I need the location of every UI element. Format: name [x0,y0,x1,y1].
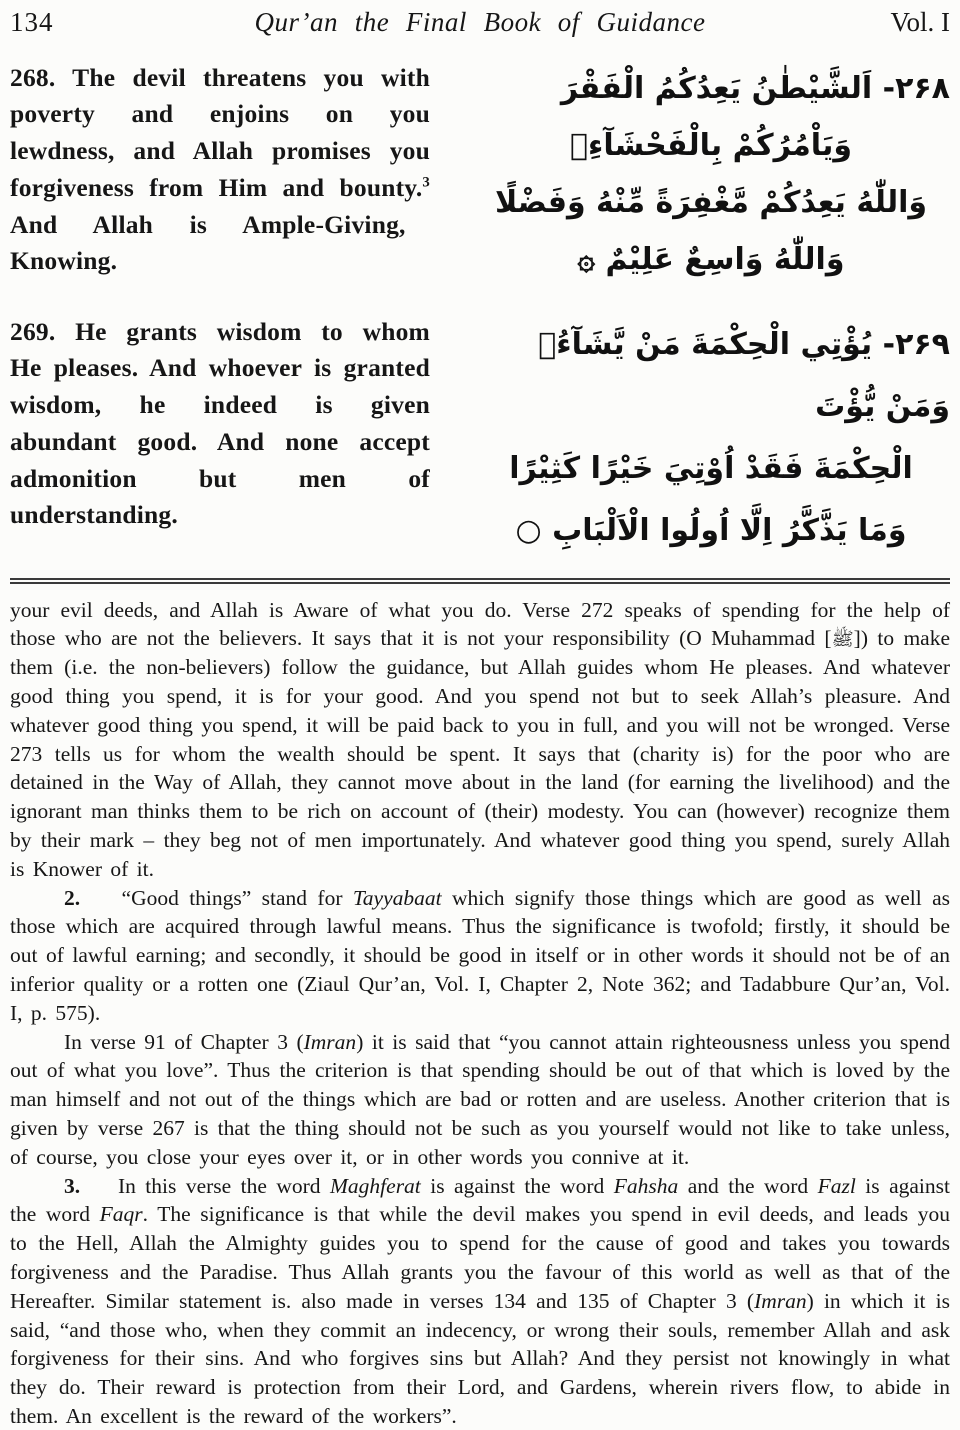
book-title: Qur’an the Final Book of Guidance [254,7,706,37]
page-number: 134 [10,7,54,37]
verse-268-translation-text: 268. The devil threatens you with poverty and enjoins on you lewdness, and Allah promises you forgiveness from Him and bounty.$^3$ And Allah is Ample-Giving, Knowing. [10,62,430,276]
commentary-paragraph: 2. “Good things” stand for Tayyabaat which signify those things which are good as well as those which are acquired through lawful means. Thus the significance is twofold; firstly, it should be out of lawful earning; and secondly, it should be good in itself or in other words it should not be of an inferior quality or a rotten one (Ziaul Qur’an, Vol. I, Chapter 2, Note 362; and Tadabbure Qur’an, Vol. I, p. 575). [10,885,950,1025]
verse-section [10,60,950,562]
volume-label: Vol. I [890,7,950,37]
arabic-verse-line: ۲۶۹- يُؤْتِي الْحِكْمَةَ مَنْ يَّشَآءُۚ وَمَنْ يُّؤْتَ [538,326,950,424]
commentary-paragraph: your evil deeds, and Allah is Aware of what you do. Verse 272 speaks of spending for the help of those who are not the believers. It says that it is not your responsibility (O Muhammad [ﷺ]) to make them (i.e. the non-believers) follow the guidance, but Allah guides whom He pleases. And whatever good thing you spend, it is for your good. And you spend not but to seek Allah’s pleasure. And whatever good thing you spend, it will be paid back to you in full, and you will not be wronged. Verse 273 tells us for whom the wealth should be spent. It says that (charity is) for the poor who are detained in the Way of Allah, they cannot move about in the land (for earning the livelihood) and the ignorant man thinks them to be rich on account of (their) modesty. You can (however) recognize them by their mark – they beg not of men importunately. And whatever good thing you spend, surely Allah is Knower of it. [10,597,951,881]
arabic-verse-line: وَاللّٰهُ وَاسِعٌ عَلِيْمٌ ۞ [577,241,845,277]
arabic-verse-line: وَاللّٰهُ يَعِدُكُمْ مَّغْفِرَةً مِّنْهُ وَفَضْلًا [494,184,928,220]
verse-269-row [10,314,950,562]
verse-269-arabic [430,314,950,562]
arabic-verse-line: ۲۶۸- اَلشَّيْطٰنُ يَعِدُكُمُ الْفَقْرَ [560,70,950,106]
commentary-section [10,596,950,1430]
verse-268-arabic [430,60,950,288]
verse-269-translation [10,314,430,562]
commentary-paragraph: 3. In this verse the word Maghferat is against the word Fahsha and the word Fazl is against the word Faqr. The significance is that while the devil makes you spend in evil deeds, and leads you to the Hell, Allah the Almighty guides you to spend for the cause of good and takes you towards forgiveness and the Paradise. Thus Allah grants you the favour of this world as well as that of the Hereafter. Similar statement is. also made in verses 134 and 135 of Chapter 3 (Imran) in which it is said, “and those who, when they commit an indecency, or wrong their souls, remember Allah and ask forgiveness for their sins. And who forgives sins but Allah? And they persist not knowingly in what they do. Their reward is protection from their Lord, and Gardens, wherein rivers flow, to abide in them. An excellent is the reward of the workers”. [10,1173,950,1428]
verse-268-row [10,60,950,288]
running-header [10,8,950,38]
arabic-verse-line: وَيَاْمُرُكُمْ بِالْفَحْشَآءِۚ [570,127,852,163]
arabic-verse-line: وَمَا يَذَّكَّرُ اِلَّا اُولُوا الْاَلْبَابِ ○ [515,512,907,548]
footnote-divider [10,578,950,584]
verse-268-translation [10,60,430,288]
arabic-verse-line: الْحِكْمَةَ فَقَدْ اُوْتِيَ خَيْرًا كَثِيْرًا [509,450,913,486]
commentary-paragraph: In verse 91 of Chapter 3 (Imran) it is said that “you cannot attain righteousness unless you spend out of what you love”. Thus the criterion is that spending should be out of that which is loved by the man himself and not out of the things which are bad or rotten and are useless. Another criterion that is given by verse 267 is that the thing should not be such as you yourself would not like to take unless, of course, you close your eyes over it, or in other words you connive at it. [10,1029,950,1169]
verse-269-translation-text: 269. He grants wisdom to whom He pleases. And whoever is granted wisdom, he indeed is given abundant good. And none accept admonition but men of understanding. [10,316,430,530]
